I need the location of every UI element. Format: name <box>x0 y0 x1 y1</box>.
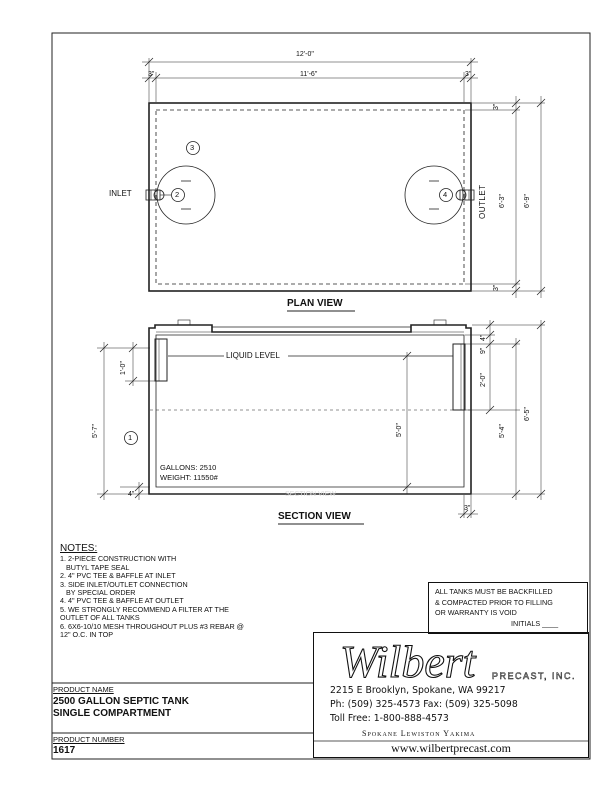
dim-top-right-4: 4" <box>480 334 487 341</box>
warning-initials: INITIALS ____ <box>511 618 559 628</box>
note-line: 6. 6X6-10/10 MESH THROUGHOUT PLUS #3 REBAR @ <box>60 621 244 631</box>
product-name-label: PRODUCT NAME <box>53 685 114 694</box>
section-view-drawing <box>97 320 545 518</box>
product-name-line2: SINGLE COMPARTMENT <box>53 708 172 719</box>
dim-wall-left: 3" <box>148 71 155 78</box>
warning-line: ALL TANKS MUST BE BACKFILLED <box>435 587 553 596</box>
company-block <box>313 632 589 758</box>
note-line: 2. 4" PVC TEE & BAFFLE AT INLET <box>60 571 176 581</box>
plan-view-title: PLAN VIEW <box>287 298 343 309</box>
warning-line: & COMPACTED PRIOR TO FILLING <box>435 597 553 607</box>
outlet-label: OUTLET <box>478 184 487 219</box>
dim-1-0: 1'-0" <box>120 361 127 375</box>
note-line: 12" O.C. IN TOP <box>60 630 114 640</box>
company-cities: Spokane Lewiston Yakima <box>362 729 476 738</box>
note-line: BY SPECIAL ORDER <box>66 588 136 598</box>
dim-overall-width: 6'-9" <box>524 194 531 208</box>
logo-subtitle: PRECAST, INC. <box>492 671 577 681</box>
dim-5-7: 5'-7" <box>92 424 99 438</box>
logo-wordmark: Wilbert <box>340 636 476 687</box>
section-watermark: SECTION VIEW <box>285 491 336 498</box>
dim-wall-top: 3" <box>493 103 500 110</box>
note-line: 1. 2-PIECE CONSTRUCTION WITH <box>60 554 177 564</box>
inlet-baffle <box>155 339 167 381</box>
dim-5-4: 5'-4" <box>499 424 506 438</box>
company-phone: Ph: (509) 325-4573 Fax: (509) 325-5098 <box>330 699 518 710</box>
dim-wall-bottom: 3" <box>493 284 500 291</box>
dim-6-5: 6'-5" <box>524 407 531 421</box>
plan-manhole-right <box>405 166 463 224</box>
warranty-warning-box <box>428 582 588 634</box>
callout-2: 2 <box>175 190 180 199</box>
dim-wall-right: 3" <box>465 71 472 78</box>
outlet-baffle <box>453 344 465 410</box>
callout-4: 4 <box>443 190 448 199</box>
plan-tank-outline <box>149 103 471 291</box>
warning-line: OR WARRANTY IS VOID <box>435 608 517 617</box>
dim-bottom-4: 4" <box>128 491 135 498</box>
dim-inner-length: 11'-6" <box>300 71 318 78</box>
inlet-label: INLET <box>109 189 132 198</box>
note-line: BUTYL TAPE SEAL <box>66 562 130 572</box>
plan-inner-wall <box>156 110 464 284</box>
company-tollfree: Toll Free: 1-800-888-4573 <box>330 713 449 724</box>
plan-view-drawing <box>142 58 545 300</box>
product-number-label: PRODUCT NUMBER <box>53 735 125 744</box>
notes-block <box>60 545 244 639</box>
note-line: OUTLET OF ALL TANKS <box>60 613 140 623</box>
wilbert-logo <box>314 633 590 693</box>
dim-top-right-9: 9" <box>480 347 487 354</box>
dim-overall-length: 12'-0" <box>296 51 314 58</box>
callout-3: 3 <box>190 143 195 152</box>
liquid-level-label: LIQUID LEVEL <box>226 351 280 360</box>
product-number: 1617 <box>53 745 76 756</box>
company-website[interactable]: www.wilbertprecast.com <box>391 741 511 755</box>
dim-bottom-3: 3" <box>464 505 471 512</box>
note-line: 5. WE STRONGLY RECOMMEND A FILTER AT THE <box>60 604 229 614</box>
product-name-line1: 2500 GALLON SEPTIC TANK <box>53 696 189 707</box>
callout-1: 1 <box>128 433 133 442</box>
dim-5-0: 5'-0" <box>396 423 403 437</box>
dim-2-0: 2'-0" <box>480 373 487 387</box>
company-address: 2215 E Brooklyn, Spokane, WA 99217 <box>330 685 506 696</box>
weight-label: WEIGHT: 11550# <box>160 473 218 482</box>
note-line: 4. 4" PVC TEE & BAFFLE AT OUTLET <box>60 596 184 606</box>
gallons-label: GALLONS: 2510 <box>160 463 217 472</box>
note-line: 3. SIDE INLET/OUTLET CONNECTION <box>60 579 188 589</box>
section-view-title: SECTION VIEW <box>278 511 351 522</box>
plan-outlet-pipe <box>460 190 474 200</box>
notes-header: NOTES: <box>60 543 98 554</box>
plan-inlet-pipe <box>146 190 160 200</box>
dim-inner-width: 6'-3" <box>499 194 506 208</box>
